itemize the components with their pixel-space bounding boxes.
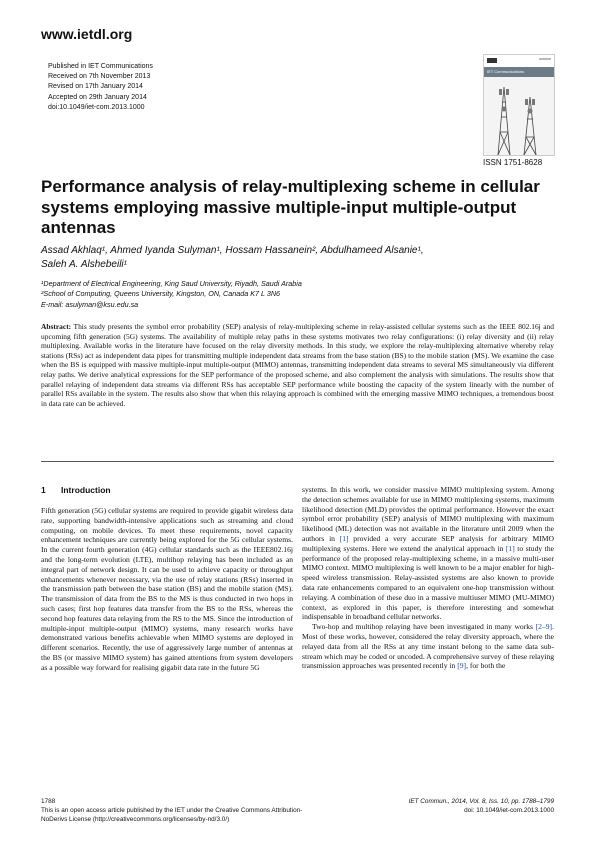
- pub-info-line: Published in IET Communications: [48, 63, 153, 70]
- affiliation: ¹Department of Electrical Engineering, King Saud University, Riyadh, Saudi Arabia: [41, 279, 302, 288]
- section-number: 1: [41, 485, 46, 495]
- journal-website[interactable]: www.ietdl.org: [41, 26, 133, 42]
- paragraph: systems. In this work, we consider massive MIMO multiplexing system. Among the detection schemes available for use in MIMO multiplexing systems, maximum likelihood detection (MLD) provides the optimal performance. However the exact symbol error probability (SEP) analysis of MIMO multiplexing with maximum likelihood (ML) detection was not available in the literature until 2009 when the authors in [1] provided a very accurate SEP analysis for arbitrary MIMO multiplexing systems. Here we extend the analytical approach in [1] to study the performance of the proposed relay-multiplexing scheme, in a massive multi-user MIMO context. MIMO multiplexing is well known to be a major enabler for high-speed wireless transmission. Relay-assisted systems are also known to provide data rate enhancements compared to an equivalent one-hop transmission without relaying. A combination of these duo in a massive multiuser MIMO (MU-MIMO) context, as explored in this paper, is therefore interesting and somewhat indispensable in broadband cellular networks.: [302, 485, 555, 622]
- author-list: [41, 244, 566, 271]
- affiliations: [41, 279, 561, 310]
- contact-email[interactable]: E-mail: asulyman@ksu.edu.sa: [41, 299, 139, 309]
- license-text: This is an open access article published by the IET under the Creative Commons Attribution-: [41, 807, 303, 814]
- authors-line: Assad Akhlaq¹, Ahmed Iyanda Sulyman¹, Hossam Hassanein², Abdulhameed Alsanie¹,: [41, 245, 424, 256]
- cover-header: [484, 55, 554, 67]
- section-title: Introduction: [61, 485, 111, 495]
- abstract-text: This study presents the symbol error probability (SEP) analysis of relay-multiplexing scheme in relay-assisted cellular systems such as the IEEE 802.16j and upcoming fifth generation (5G) systems. The availability of multiple relay paths in these systems motivates two relay configurations: (i) relay diversity and (ii) relay multiplexing. Available works in the literature have focused on the relay diversity methods. In this study, we explore the relay-multiplexing alternative whereby relay stations (RSs) act as independent data pipes for transmitting multiple independent data streams from the base station (BS) to the mobile station (MS). We examine the case when the BS is equipped with massive multiple-input multiple-output (MIMO) antennas, transmitting independent data streams to several MS simultaneously via different relay paths. We derive analytical expressions for the SEP performance of the proposed scheme, and also complement the analysis with simulations. The results show that parallel relaying of independent data streams via different RSs has acceptable SEP performance while boosting the capacity of the system linearly with the number of parallel RSs available in the system. The results also show that when this relaying approach is combined with the emerging massive MIMO techniques, a tremendous boost in data rate can be achieved.: [41, 322, 554, 408]
- antenna-towers-icon: [484, 77, 554, 155]
- publication-info: [48, 62, 153, 113]
- authors-line: Saleh A. Alshebeili¹: [41, 258, 127, 270]
- paragraph: Two-hop and multihop relaying have been investigated in many works [2–9]. Most of these works, however, considered the relay diversity approach, where the relayed data from all the RSs at any time instant belong to the same data sub-stream which may be coded or uncoded. A comprehensive survey of these relaying transmission approaches was presented recently in [9], for both the: [302, 622, 554, 671]
- pub-info-line: Accepted on 29th January 2014: [48, 93, 147, 101]
- issn: ISSN 1751-8628: [483, 158, 543, 167]
- citation-link[interactable]: [2–9]: [535, 622, 553, 632]
- pub-info-line: doi:10.1049/iet-com.2013.1000: [48, 103, 145, 111]
- footer-doi: doi: 10.1049/iet-com.2013.1000: [464, 807, 554, 814]
- paper-title: Performance analysis of relay-multiplexing scheme in cellular systems employing massive multiple-input multiple-output antennas: [41, 177, 540, 237]
- pub-info-line: Received on 7th November 2013: [48, 73, 151, 81]
- journal-cover-image: [483, 54, 555, 156]
- affiliation: ²School of Computing, Queens University, Kingston, ON, Canada K7 L 3N6: [41, 289, 281, 299]
- abstract: [41, 322, 554, 408]
- cover-band: IET Communications: [484, 67, 554, 77]
- citation-link[interactable]: [1]: [339, 533, 349, 543]
- divider: [41, 461, 554, 462]
- page-number: 1788: [41, 798, 56, 805]
- journal-citation: IET Commun., 2014, Vol. 8, Iss. 10, pp. 1788–1799: [408, 798, 554, 805]
- body-column-right: [302, 485, 554, 671]
- body-column-left: [41, 506, 293, 673]
- citation-link[interactable]: [9]: [457, 661, 467, 671]
- section-heading: [41, 485, 111, 495]
- abstract-label: Abstract:: [41, 322, 72, 331]
- citation-link[interactable]: [1]: [505, 543, 515, 553]
- paragraph: Fifth generation (5G) cellular systems are required to provide gigabit wireless data rate, supporting bandwidth-intensive applications such as streaming and cloud computing, on mobile devices. To meet these requirements, novel capacity enhancement techniques are currently being explored for the 5G cellular systems. In the current fourth generation (4G) cellular standards such as the IEEE802.16j and the long-term evolution (LTE), multihop relaying has been included as an integral part of network design. It can be used to achieve capacity or throughput enhancements whenever necessary, via the use of relay stations (RSs) inserted in the transmission path between the base station (BS) and the mobile station (MS). The transmission of data from the BS to the MS is thus conducted in two hops in such cases; first hop features data transfer from the BS to the RSs, whereas the second hop features data relaying from the RS to the MS. Since the introduction of multiple-input multiple-output (MIMO) systems, many research works have demonstrated various benefits achievable when MIMO systems are deployed in different scenarios. Recently, the use of aggressively large number of antennas at the BS (or massive MIMO system) has gained attentions from system developers as a possible way forward for realising gigabit data rate in the future 5G: [41, 506, 293, 672]
- pub-info-line: Revised on 17th January 2014: [48, 83, 143, 91]
- iet-logo-icon: [484, 55, 554, 67]
- license-text: NoDerivs License (http://creativecommons.org/licenses/by-nd/3.0/): [41, 816, 230, 823]
